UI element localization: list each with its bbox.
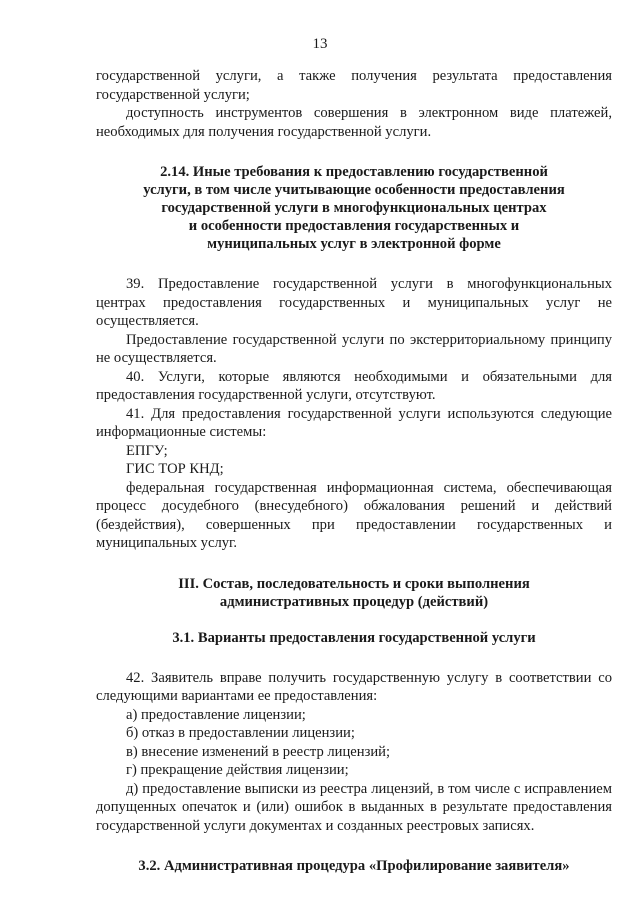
heading-line: и особенности предоставления государственных и xyxy=(188,218,520,234)
list-item: д) предоставление выписки из реестра лицензий, в том числе с исправлением допущенных опечаток и (или) ошибок в выданных в результате предоставления государственной услуги документах и созданных реестровых записях. xyxy=(96,780,612,834)
paragraph-41: 41. Для предоставления государственной услуги используются следующие информационные системы: xyxy=(96,405,612,440)
heading-line: государственной услуги в многофункциональных центрах xyxy=(161,200,547,216)
heading-line: 2.14. Иные требования к предоставлению государственной xyxy=(160,164,548,180)
heading-line: услуги, в том числе учитывающие особенности предоставления xyxy=(143,182,565,198)
section-3-2-heading: 3.2. Административная процедура «Профилирование заявителя» xyxy=(138,858,570,874)
list-item: б) отказ в предоставлении лицензии; xyxy=(126,725,355,741)
paragraph-40: 40. Услуги, которые являются необходимыми и обязательными для предоставления государственной услуги, отсутствуют. xyxy=(96,368,612,403)
section-3-heading xyxy=(96,575,612,611)
intro-paragraph: доступность инструментов совершения в электронном виде платежей, необходимых для получения государственной услуги. xyxy=(96,105,612,140)
list-item: а) предоставление лицензии; xyxy=(126,706,306,723)
heading-line: административных процедур (действий) xyxy=(219,593,489,610)
paragraph-extraterritorial: Предоставление государственной услуги по экстерриториальному принципу не осуществляется. xyxy=(96,331,612,366)
list-item: ЕПГУ; xyxy=(126,442,168,459)
list-item: федеральная государственная информационная система, обеспечивающая процесс досудебного (внесудебного) обжалования решений и действий (бездействия), совершенных при предоставлении государственных и муниципальных услуг. xyxy=(96,479,612,551)
section-2-14-heading xyxy=(96,163,612,253)
list-item: ГИС ТОР КНД; xyxy=(126,461,224,477)
list-item: в) внесение изменений в реестр лицензий; xyxy=(126,743,391,760)
paragraph-39: 39. Предоставление государственной услуги в многофункциональных центрах предоставления государственных и муниципальных услуг не осуществляется. xyxy=(96,276,612,329)
intro-paragraph-continued: государственной услуги, а также получения результата предоставления государственной услуги; xyxy=(96,68,612,103)
document-body xyxy=(96,67,612,875)
page-number: 13 xyxy=(312,36,328,52)
paragraph-42: 42. Заявитель вправе получить государственную услугу в соответствии со следующими вариантами ее предоставления: xyxy=(96,669,612,704)
heading-line: III. Состав, последовательность и сроки выполнения xyxy=(178,575,530,592)
section-3-1-heading: 3.1. Варианты предоставления государственной услуги xyxy=(172,629,536,646)
list-item: г) прекращение действия лицензии; xyxy=(126,762,349,778)
heading-line: муниципальных услуг в электронной форме xyxy=(207,236,501,252)
